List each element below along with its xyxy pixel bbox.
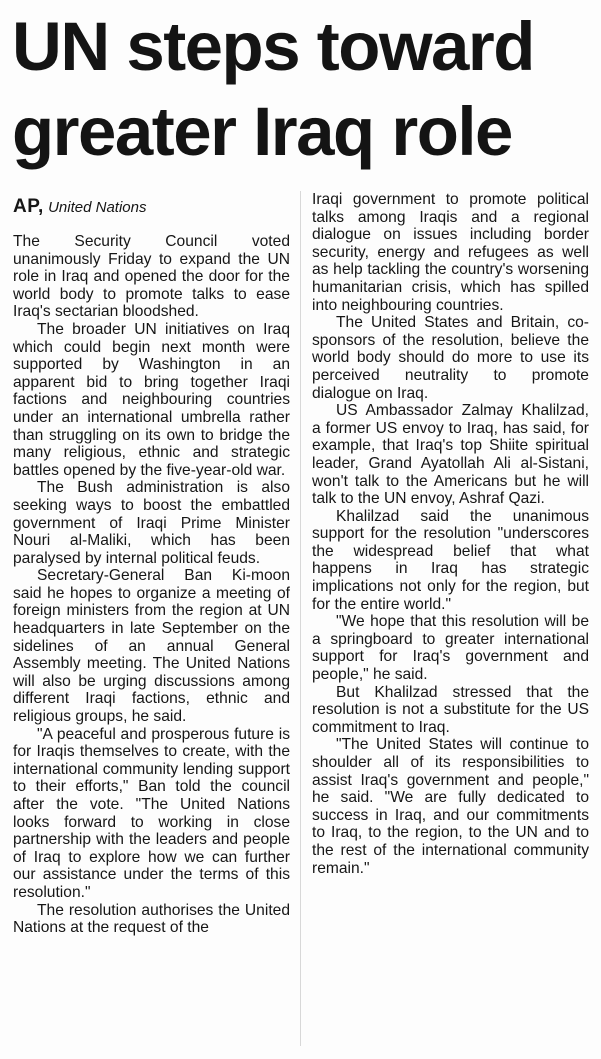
headline-line-2: greater Iraq role — [12, 93, 512, 170]
byline — [13, 196, 290, 219]
byline-agency: AP, — [13, 196, 44, 217]
paragraph: The broader UN initiatives on Iraq which could begin next month were supported by Washington in an apparent bid to bring together Iraqi factions and neighbouring countries under an international umbrella rather than struggling on its own to bridge the many religious, ethnic and strategic battles opened by the five-year-old war. — [13, 320, 290, 479]
column-divider — [300, 191, 301, 1046]
right-column — [312, 191, 589, 877]
paragraph: Iraqi government to promote political talks among Iraqis and a regional dialogue on issues including border security, energy and refugees as well as help tackling the country's worsening humanitarian crisis, which has spilled into neighbouring countries. — [312, 191, 589, 314]
paragraph: US Ambassador Zalmay Khalilzad, a former US envoy to Iraq, has said, for example, that Iraq's top Shiite spiritual leader, Grand Ayatollah Ali al-Sistani, won't talk to the Americans but he will talk to the UN envoy, Ashraf Qazi. — [312, 402, 589, 508]
paragraph: Secretary-General Ban Ki-moon said he hopes to organize a meeting of foreign ministers from the region at UN headquarters in late September on the sidelines of an annual General Assembly meeting. The United Nations will also be urging discussions among different Iraqi factions, ethnic and religious groups, he said. — [13, 567, 290, 726]
paragraph: "A peaceful and prosperous future is for Iraqis themselves to create, with the international community lending support to their efforts," Ban told the council after the vote. "The United Nations looks forward to working in close partnership with the leaders and people of Iraq to explore how we can further our assistance under the terms of this resolution." — [13, 725, 290, 901]
paragraph: But Khalilzad stressed that the resolution is not a substitute for the US commitment to Iraq. — [312, 683, 589, 736]
paragraph: "We hope that this resolution will be a springboard to greater international support for Iraq's government and people," he said. — [312, 613, 589, 684]
headline-line-1: UN steps toward — [12, 8, 534, 85]
paragraph: The Security Council voted unanimously Friday to expand the UN role in Iraq and opened the door for the world body to promote talks to ease Iraq's sectarian bloodshed. — [13, 233, 290, 321]
paragraph: Khalilzad said the unanimous support for the resolution "underscores the widespread belief that what happens in Iraq has strategic implications not only for the region, but for the entire world." — [312, 507, 589, 613]
paragraph: The United States and Britain, co-sponsors of the resolution, believe the world body should do more to use its perceived neutrality to promote dialogue on Iraq. — [312, 314, 589, 402]
paragraph: "The United States will continue to shoulder all of its responsibilities to assist Iraq's government and people," he said. "We are fully dedicated to success in Iraq, and our commitments to Iraq, to the region, to the UN and to the rest of the international community remain." — [312, 736, 589, 877]
byline-place: United Nations — [48, 199, 147, 216]
paragraph: The Bush administration is also seeking ways to boost the embattled government of Iraqi Prime Minister Nouri al-Maliki, which has been paralysed by internal political feuds. — [13, 479, 290, 567]
left-column — [13, 196, 290, 937]
paragraph: The resolution authorises the United Nations at the request of the — [13, 901, 290, 937]
headline — [12, 4, 597, 174]
